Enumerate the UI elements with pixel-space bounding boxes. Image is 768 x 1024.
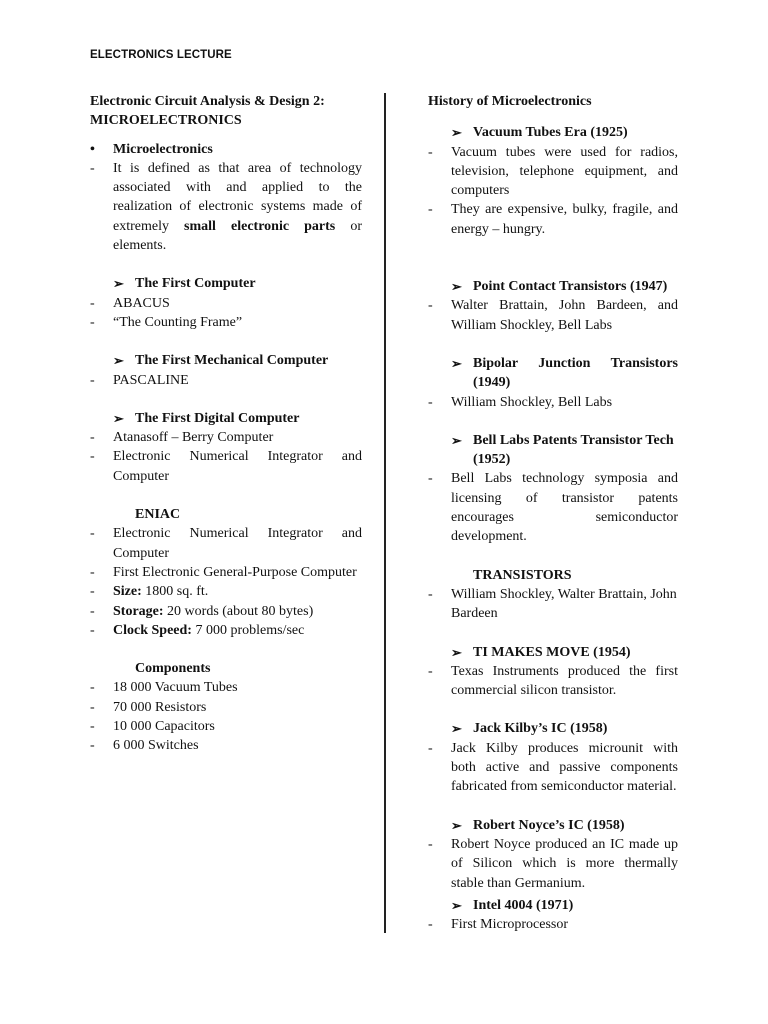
column-divider bbox=[384, 93, 386, 933]
list-item bbox=[90, 717, 362, 736]
bell-labs-item: Bell Labs technology symposia and licensing of transistor patents encourages semiconductor development. bbox=[451, 471, 678, 545]
component-item: 10 000 Capacitors bbox=[113, 719, 215, 735]
dash-icon: - bbox=[428, 394, 433, 410]
dash-icon: - bbox=[90, 430, 95, 446]
list-item bbox=[428, 200, 678, 239]
list-item bbox=[428, 469, 678, 546]
bipolar-heading bbox=[428, 354, 678, 393]
first-digital-item: Electronic Numerical Integrator and Computer bbox=[113, 449, 362, 484]
list-item bbox=[90, 698, 362, 717]
ti-heading-label: TI MAKES MOVE (1954) bbox=[473, 644, 631, 660]
arrow-icon: ➢ bbox=[113, 353, 124, 369]
dash-icon: - bbox=[428, 471, 433, 487]
point-contact-heading bbox=[428, 277, 678, 296]
list-item bbox=[90, 736, 362, 755]
point-contact-heading-label: Point Contact Transistors (1947) bbox=[473, 279, 668, 295]
arrow-icon: ➢ bbox=[113, 410, 124, 426]
storage-label: Storage: bbox=[113, 603, 164, 619]
first-digital-computer-heading bbox=[90, 409, 362, 428]
storage-value: 20 words (about 80 bytes) bbox=[163, 603, 314, 619]
first-digital-item: Atanasoff – Berry Computer bbox=[113, 430, 274, 446]
clock-speed-label: Clock Speed: bbox=[113, 622, 192, 638]
eniac-item: First Electronic General-Purpose Computer bbox=[113, 564, 357, 580]
dash-icon: - bbox=[90, 295, 95, 311]
dash-icon: - bbox=[90, 719, 95, 735]
first-computer-heading bbox=[90, 274, 362, 293]
microelectronics-heading-label: Microelectronics bbox=[113, 141, 213, 157]
lecture-title bbox=[90, 92, 362, 131]
dash-icon: - bbox=[90, 372, 95, 388]
kilby-item: Jack Kilby produces microunit with both active and passive components fabricated from semiconductor material. bbox=[451, 740, 678, 795]
arrow-icon: ➢ bbox=[451, 125, 462, 141]
transistors-item: William Shockley, Walter Brattain, John Bardeen bbox=[451, 586, 677, 622]
noyce-heading-label: Robert Noyce’s IC (1958) bbox=[473, 817, 625, 833]
dash-icon: - bbox=[90, 314, 95, 330]
arrow-icon: ➢ bbox=[451, 721, 462, 737]
kilby-heading bbox=[428, 719, 678, 738]
dash-icon: - bbox=[90, 603, 95, 619]
arrow-icon: ➢ bbox=[451, 644, 462, 660]
list-item bbox=[90, 582, 362, 601]
arrow-icon: ➢ bbox=[451, 817, 462, 833]
first-computer-heading-label: The First Computer bbox=[135, 276, 256, 292]
left-column bbox=[90, 92, 362, 756]
vacuum-item: They are expensive, bulky, fragile, and energy – hungry. bbox=[451, 202, 678, 237]
microelectronics-definition bbox=[90, 159, 362, 255]
dash-icon: - bbox=[90, 738, 95, 754]
size-label: Size: bbox=[113, 584, 142, 600]
dash-icon: - bbox=[90, 160, 95, 176]
definition-text-a: It is defined as that area of technology associated with and applied to the realization of electronic systems made of extremely bbox=[113, 160, 362, 234]
bell-labs-heading bbox=[428, 431, 678, 470]
component-item: 6 000 Switches bbox=[113, 738, 199, 754]
dash-icon: - bbox=[90, 584, 95, 600]
dash-icon: - bbox=[428, 663, 433, 679]
definition-text-c: or elements. bbox=[113, 218, 362, 254]
dash-icon: - bbox=[90, 526, 95, 542]
eniac-heading: ENIAC bbox=[135, 507, 181, 523]
first-computer-item: ABACUS bbox=[113, 295, 170, 311]
history-title: History of Microelectronics bbox=[428, 94, 592, 109]
list-item bbox=[428, 393, 678, 412]
first-computer-item: “The Counting Frame” bbox=[113, 314, 243, 330]
components-heading: Components bbox=[135, 661, 211, 677]
vacuum-tubes-heading bbox=[428, 123, 678, 142]
list-item bbox=[90, 428, 362, 447]
lecture-title-line-1: Electronic Circuit Analysis & Design 2: bbox=[90, 94, 325, 109]
list-item bbox=[90, 524, 362, 563]
intel-item: First Microprocessor bbox=[451, 917, 569, 933]
list-item bbox=[90, 447, 362, 486]
list-item bbox=[428, 662, 678, 701]
dash-icon: - bbox=[428, 144, 433, 160]
kilby-heading-label: Jack Kilby’s IC (1958) bbox=[473, 721, 608, 737]
arrow-icon: ➢ bbox=[451, 897, 462, 913]
list-item bbox=[90, 563, 362, 582]
list-item bbox=[90, 678, 362, 697]
list-item bbox=[428, 835, 678, 893]
dash-icon: - bbox=[428, 202, 433, 218]
list-item bbox=[428, 915, 678, 934]
list-item bbox=[90, 371, 362, 390]
ti-item: Texas Instruments produced the first commercial silicon transistor. bbox=[451, 663, 678, 699]
point-contact-item: Walter Brattain, John Bardeen, and William Shockley, Bell Labs bbox=[451, 298, 678, 333]
dash-icon: - bbox=[90, 449, 95, 465]
dash-icon: - bbox=[428, 836, 433, 852]
noyce-item: Robert Noyce produced an IC made up of Silicon which is more thermally stable than Germanium. bbox=[451, 836, 678, 891]
right-column bbox=[428, 92, 678, 934]
arrow-icon: ➢ bbox=[451, 279, 462, 295]
list-item bbox=[428, 296, 678, 335]
arrow-icon: ➢ bbox=[113, 276, 124, 292]
transistors-heading: TRANSISTORS bbox=[473, 567, 572, 583]
dash-icon: - bbox=[90, 699, 95, 715]
dash-icon: - bbox=[90, 564, 95, 580]
list-item bbox=[90, 294, 362, 313]
dash-icon: - bbox=[90, 622, 95, 638]
noyce-heading bbox=[428, 816, 678, 835]
document-header: ELECTRONICS LECTURE bbox=[90, 49, 232, 61]
eniac-item: Electronic Numerical Integrator and Computer bbox=[113, 526, 362, 561]
bullet-icon: • bbox=[90, 141, 95, 157]
first-mechanical-computer-heading bbox=[90, 351, 362, 370]
dash-icon: - bbox=[428, 586, 433, 602]
first-digital-heading-label: The First Digital Computer bbox=[135, 410, 300, 426]
dash-icon: - bbox=[428, 740, 433, 756]
bipolar-item: William Shockley, Bell Labs bbox=[451, 394, 613, 410]
ti-heading bbox=[428, 643, 678, 662]
component-item: 70 000 Resistors bbox=[113, 699, 207, 715]
definition-emphasis: small electronic parts bbox=[184, 218, 336, 234]
list-item bbox=[428, 585, 678, 624]
list-item bbox=[90, 313, 362, 332]
vacuum-item: Vacuum tubes were used for radios, television, telephone equipment, and computers bbox=[451, 144, 678, 199]
intel-heading bbox=[428, 896, 678, 915]
list-item bbox=[428, 143, 678, 201]
bipolar-heading-label: Bipolar Junction Transistors (1949) bbox=[473, 355, 678, 391]
list-item bbox=[90, 621, 362, 640]
list-item bbox=[428, 739, 678, 797]
dash-icon: - bbox=[428, 917, 433, 933]
arrow-icon: ➢ bbox=[451, 355, 462, 371]
arrow-icon: ➢ bbox=[451, 432, 462, 448]
bell-labs-heading-label: Bell Labs Patents Transistor Tech (1952) bbox=[473, 432, 674, 468]
size-value: 1800 sq. ft. bbox=[141, 584, 209, 600]
list-item bbox=[90, 602, 362, 621]
lecture-title-line-2: MICROELECTRONICS bbox=[90, 113, 242, 129]
intel-heading-label: Intel 4004 (1971) bbox=[473, 897, 574, 913]
first-mechanical-heading-label: The First Mechanical Computer bbox=[135, 353, 329, 369]
vacuum-tubes-heading-label: Vacuum Tubes Era (1925) bbox=[473, 125, 628, 141]
dash-icon: - bbox=[428, 298, 433, 314]
first-mech-item: PASCALINE bbox=[113, 372, 189, 388]
microelectronics-heading bbox=[90, 140, 362, 159]
component-item: 18 000 Vacuum Tubes bbox=[113, 680, 238, 696]
dash-icon: - bbox=[90, 680, 95, 696]
clock-speed-value: 7 000 problems/sec bbox=[191, 622, 305, 638]
